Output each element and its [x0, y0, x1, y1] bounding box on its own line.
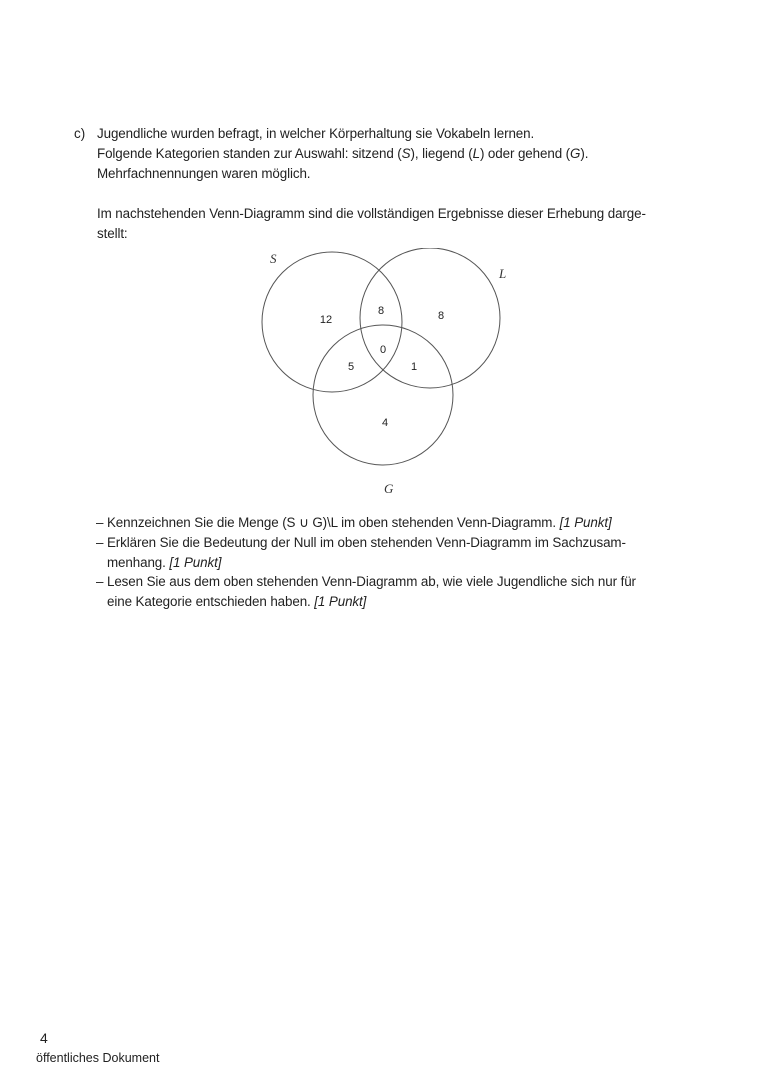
label-s: S — [270, 251, 277, 266]
question-1: – Kennzeichnen Sie die Menge (S ∪ G)\L im oben stehenden Venn-Diagramm. [1 Punkt] — [96, 515, 612, 530]
task-label: c) — [74, 126, 86, 141]
paragraph-line-1: Im nachstehenden Venn-Diagramm sind die vollständigen Ergebnisse dieser Erhebung darge- — [97, 206, 646, 221]
intro-line-3: Mehrfachnennungen waren möglich. — [97, 166, 311, 181]
footer-label: öffentliches Dokument — [36, 1051, 160, 1065]
region-g-only: 4 — [381, 417, 389, 429]
region-s-and-l: 8 — [377, 305, 385, 317]
intro-line-1: Jugendliche wurden befragt, in welcher Körperhaltung sie Vokabeln lernen. — [97, 126, 535, 141]
page-number: 4 — [40, 1030, 48, 1046]
question-2-line-2: menhang. [1 Punkt] — [107, 555, 222, 570]
venn-diagram — [250, 248, 520, 498]
question-2-line-1: – Erklären Sie die Bedeutung der Null im oben stehenden Venn-Diagramm im Sachzusam- — [96, 535, 626, 550]
paragraph-line-2: stellt: — [97, 226, 128, 241]
region-l-only: 8 — [437, 310, 445, 322]
question-3-line-1: – Lesen Sie aus dem oben stehenden Venn-Diagramm ab, wie viele Jugendliche sich nur für — [96, 574, 636, 589]
question-3-line-2: eine Kategorie entschieden haben. [1 Punkt] — [107, 594, 367, 609]
label-g: G — [384, 481, 394, 496]
label-l: L — [499, 266, 507, 281]
region-s-l-g: 0 — [379, 344, 387, 356]
region-s-and-g: 5 — [347, 361, 355, 373]
circle-l — [360, 248, 500, 388]
region-s-only: 12 — [319, 314, 333, 326]
intro-line-2: Folgende Kategorien standen zur Auswahl: sitzend (S), liegend (L) oder gehend (G). — [97, 146, 589, 161]
region-l-and-g: 1 — [410, 361, 418, 373]
